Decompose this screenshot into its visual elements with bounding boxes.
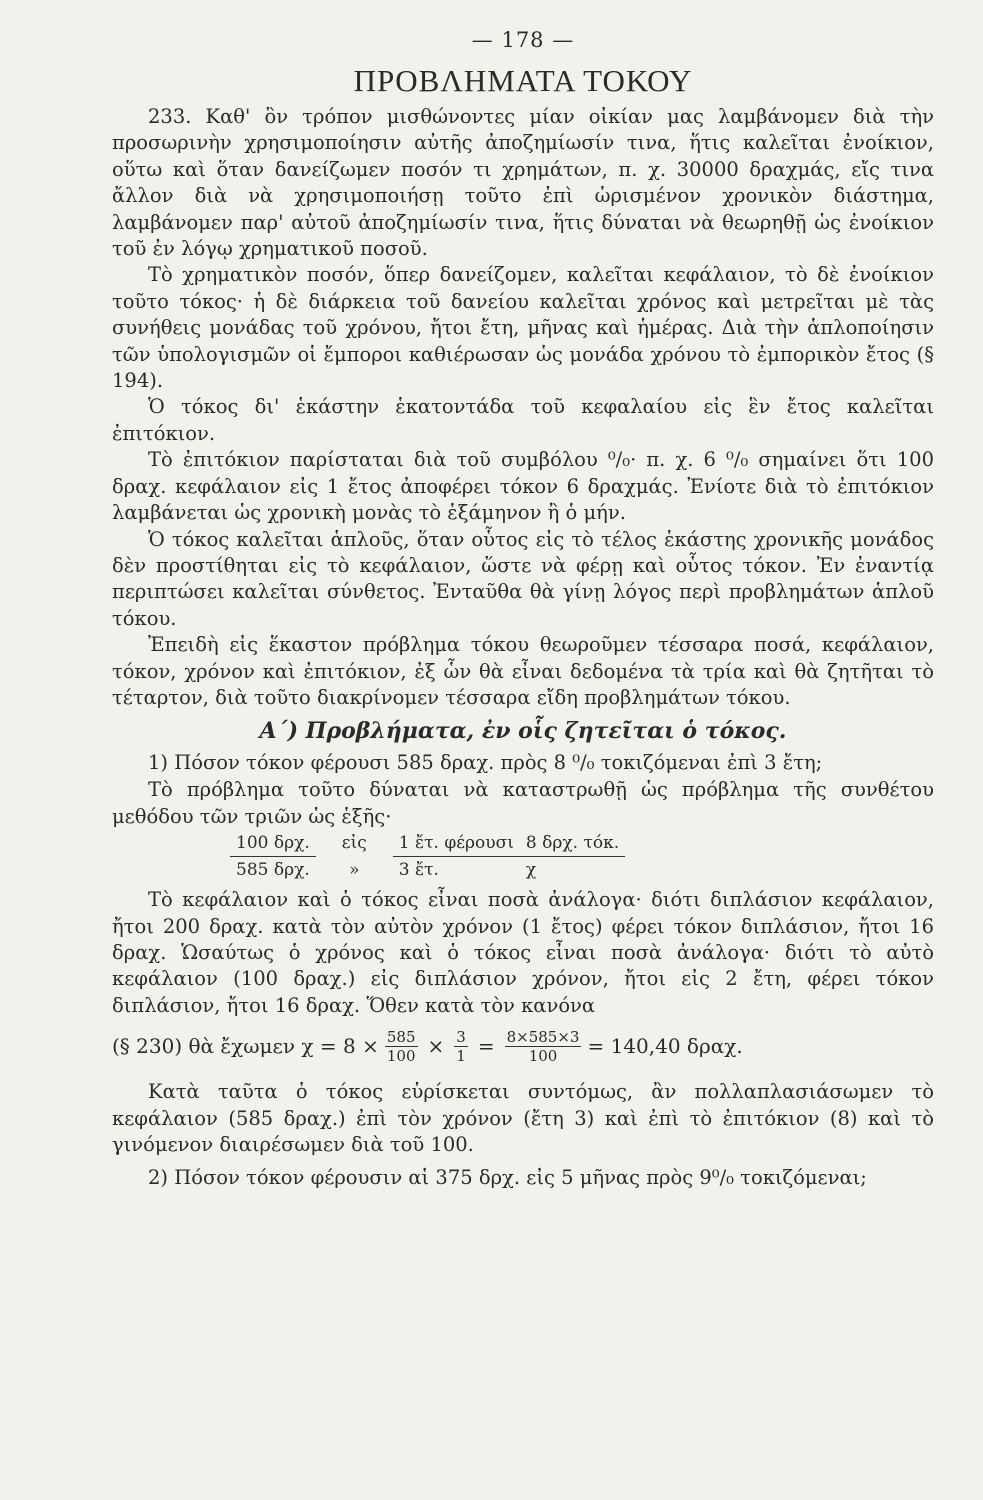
setup-time: 3 ἔτ. xyxy=(398,860,439,881)
times-sign: × xyxy=(427,1034,445,1059)
paragraph-233: 233. Καθ' ὃν τρόπον μισθώνοντες μίαν οἰκίαν μας λαμβάνομεν διὰ τὴν προσωρινὴν χρησιμοποίησιν αὐτῆς ἀποζημίωσίν τινα, ἥτις καλεῖται ἐνοίκιον, οὕτω καὶ ὅταν δανείζωμεν ποσόν τι χρημάτων, π. χ. 30000 δραχμάς, εἴς τινα ἄλλον διὰ νὰ χρησιμοποιήσῃ τοῦτο ἐπὶ ὡρισμένον χρονικὸν διάστημα, λαμβάνομεν παρ' αὐτοῦ ἀποζημίωσίν τινα, ἥτις δύναται νὰ θεωρηθῇ ὡς ἐνοίκιον τοῦ ἐν λόγῳ χρηματικοῦ ποσοῦ. xyxy=(112,105,934,261)
section-heading: Α΄) Προβλήματα, ἐν οἷς ζητεῖται ὁ τόκος. xyxy=(259,718,787,745)
fraction-product xyxy=(505,1028,582,1065)
page-title: ΠΡΟΒΛΗΜΑΤΑ ΤΟΚΟΥ xyxy=(353,63,693,98)
rule-of-three-setup xyxy=(230,830,625,883)
setup-in: εἰς xyxy=(341,833,367,854)
paragraph-capital-definition: Τὸ χρηματικὸν ποσόν, ὅπερ δανείζομεν, καλεῖται κεφάλαιον, τὸ δὲ ἐνοίκιον τοῦτο τόκος· ἡ δὲ διάρκεια τοῦ δανείου καλεῖται χρόνος καὶ μετρεῖται μὲ τὰς συνήθεις μονάδας τοῦ χρόνου, ἤτοι ἔτη, μῆνας καὶ ἡμέρας. Διὰ τὴν ἁπλοποίησιν τῶν ὑπολογισμῶν οἱ ἔμποροι καθιέρωσαν ὡς μονάδα χρόνου τὸ ἐμπορικὸν ἔτος (§ 194). xyxy=(112,263,934,393)
setup-row-unknown xyxy=(230,857,625,884)
formula xyxy=(112,1023,934,1069)
setup-time: 1 ἔτ. φέρουσι xyxy=(393,830,520,857)
problem-1-question: 1) Πόσον τόκον φέρουσι 585 δραχ. πρὸς 8 ⁰/₀ τοκιζόμεναι ἐπὶ 3 ἔτη; xyxy=(148,751,823,775)
denominator: 1 xyxy=(456,1046,466,1065)
formula-result: = 140,40 δραχ. xyxy=(587,1034,743,1059)
denominator: 100 xyxy=(386,1046,416,1065)
setup-row-given xyxy=(230,830,625,857)
setup-interest: 8 δρχ. τόκ. xyxy=(520,830,625,857)
paragraph-percent-symbol: Τὸ ἐπιτόκιον παρίσταται διὰ τοῦ συμβόλου ⁰/₀· π. χ. 6 ⁰/₀ σημαίνει ὅτι 100 δραχ. κεφάλαιον εἰς 1 ἔτος ἀποφέρει τόκον 6 δραχμάς. Ἐνίοτε διὰ τὸ ἐπιτόκιον λαμβάνεται ὡς χρονικὴ μονὰς τὸ ἑξάμηνον ἢ ὁ μήν. xyxy=(112,448,934,525)
setup-ditto: » xyxy=(349,859,360,880)
book-page xyxy=(112,22,934,1192)
paragraph-four-kinds: Ἐπειδὴ εἰς ἕκαστον πρόβλημα τόκου θεωροῦμεν τέσσαρα ποσά, κεφάλαιον, τόκον, χρόνον καὶ ἐπιτόκιον, ἐξ ὧν θὰ εἶναι δεδομένα τὰ τρία καὶ θὰ ζητῆται τὸ τέταρτον, διὰ τοῦτο διακρίνομεν τέσσαρα εἴδη προβλημάτων τόκου. xyxy=(112,633,934,709)
problem-2-question: 2) Πόσον τόκον φέρουσιν αἱ 375 δρχ. εἰς 5 μῆνας πρὸς 9⁰/₀ τοκιζόμεναι; xyxy=(148,1166,867,1190)
problem-1-intro: Τὸ πρόβλημα τοῦτο δύναται νὰ καταστρωθῇ ὡς πρόβλημα τῆς συνθέτου μεθόδου τῶν τριῶν ὡς ἑξῆς· xyxy=(112,778,934,828)
page-number: — 178 — xyxy=(471,28,575,52)
problem-1-explanation: Τὸ κεφάλαιον καὶ ὁ τόκος εἶναι ποσὰ ἀνάλογα· διότι διπλάσιον κεφάλαιον, ἤτοι 200 δραχ. κατὰ τὸν αὐτὸν χρόνον (1 ἔτος) φέρει τόκον διπλάσιον, ἤτοι 16 δραχ. Ὡσαύτως ὁ χρόνος καὶ ὁ τόκος εἶναι ποσὰ ἀνάλογα· διότι τὸ αὐτὸ κεφάλαιον (100 δραχ.) εἰς διπλάσιον χρόνον, ἤτοι εἰς 2 ἔτη, φέρει τόκον διπλάσιον, ἤτοι 16 δραχ. Ὅθεν κατὰ τὸν κανόνα xyxy=(112,888,934,1017)
paragraph-interest-rate: Ὁ τόκος δι' ἑκάστην ἑκατοντάδα τοῦ κεφαλαίου εἰς ἓν ἔτος καλεῖται ἐπιτόκιον. xyxy=(112,395,934,445)
numerator: 585 xyxy=(386,1027,416,1046)
fraction-3-1 xyxy=(454,1028,468,1065)
setup-capital: 585 δρχ. xyxy=(236,860,310,881)
equals-sign: = xyxy=(477,1034,495,1059)
formula-lead: (§ 230) θὰ ἔχωμεν χ = 8 × xyxy=(112,1034,379,1059)
problem-1-conclusion: Κατὰ ταῦτα ὁ τόκος εὑρίσκεται συντόμως, ἂν πολλαπλασιάσωμεν τὸ κεφάλαιον (585 δραχ.) ἐπὶ τὸν χρόνον (ἔτη 3) καὶ ἐπὶ τὸ ἐπιτόκιον (8) καὶ τὸ γινόμενον διαιρέσωμεν διὰ τοῦ 100. xyxy=(112,1080,934,1156)
numerator: 3 xyxy=(456,1027,466,1046)
numerator: 8×585×3 xyxy=(506,1027,580,1046)
denominator: 100 xyxy=(528,1046,558,1065)
setup-capital: 100 δρχ. xyxy=(230,830,316,857)
paragraph-simple-interest: Ὁ τόκος καλεῖται ἁπλοῦς, ὅταν οὗτος εἰς τὸ τέλος ἑκάστης χρονικῆς μονάδος δὲν προστίθηται εἰς τὸ κεφάλαιον, ὥστε νὰ φέρῃ καὶ οὗτος τόκον. Ἐν ἐναντίᾳ περιπτώσει καλεῖται σύνθετος. Ἐνταῦθα θὰ γίνῃ λόγος περὶ προβλημάτων ἁπλοῦ τόκου. xyxy=(112,527,934,630)
setup-interest: χ xyxy=(525,860,537,881)
fraction-585-100 xyxy=(385,1028,418,1065)
